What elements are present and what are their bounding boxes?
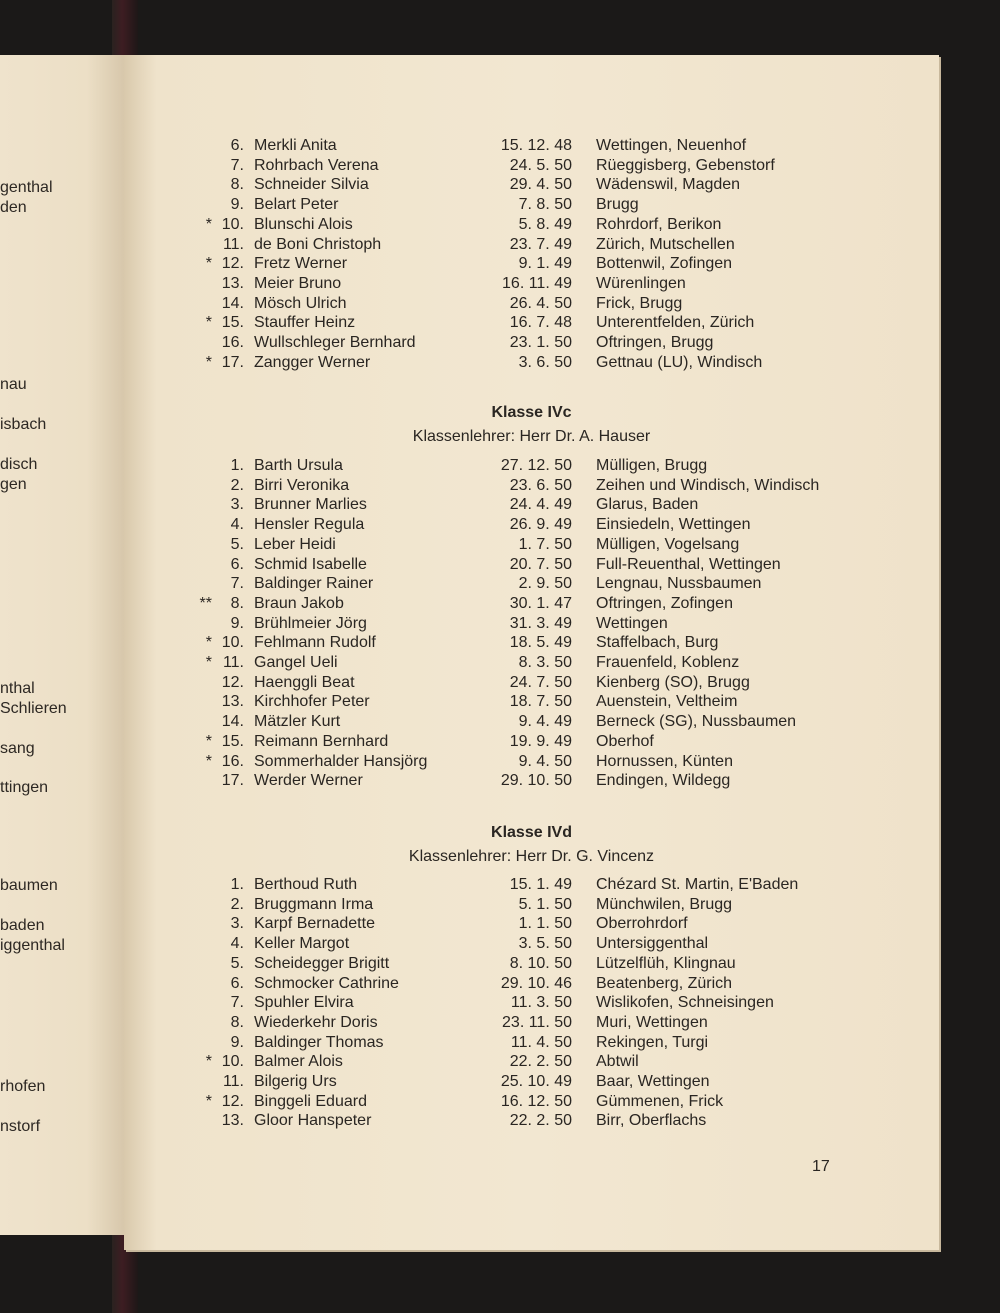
left-page [0, 55, 124, 1235]
row-mark: * [205, 654, 212, 671]
hometown: Rüeggisberg, Gebenstorf [596, 156, 775, 174]
row-mark: * [205, 255, 212, 273]
student-name: Bilgerig Urs [254, 1073, 337, 1090]
row-mark: * [205, 314, 212, 332]
birth-date: 9. 4. 49 [518, 713, 572, 731]
birth-date: 1. 7. 50 [518, 535, 572, 553]
birth-date: 1. 1. 50 [518, 915, 572, 933]
birth-date: 15. 12. 48 [500, 137, 572, 154]
row-mark: * [205, 353, 212, 371]
student-name: Mätzler Kurt [254, 713, 341, 731]
row-number: 15. [221, 314, 244, 332]
hometown: Muri, Wettingen [596, 1013, 708, 1031]
row-number: 8. [230, 1013, 244, 1031]
student-name: Merkli Anita [254, 137, 337, 154]
row-number: 6. [230, 555, 244, 573]
student-name: Gloor Hanspeter [254, 1112, 372, 1130]
left-page-fragment: nstorf [0, 1118, 41, 1135]
student-name: Balmer Alois [254, 1053, 343, 1071]
row-number: 9. [230, 614, 244, 632]
student-name: Rohrbach Verena [254, 156, 379, 174]
hometown: Full-Reuenthal, Wettingen [596, 555, 781, 573]
student-name: Gangel Ueli [254, 654, 338, 671]
hometown: Oftringen, Zofingen [596, 594, 733, 612]
left-page-fragment: baumen [0, 877, 58, 894]
birth-date: 20. 7. 50 [509, 555, 572, 573]
row-number: 1. [230, 876, 244, 893]
row-number: 10. [221, 215, 244, 233]
birth-date: 26. 9. 49 [509, 516, 572, 534]
hometown: Münchwilen, Brugg [596, 895, 733, 913]
student-name: Belart Peter [254, 196, 339, 214]
hometown: Oberhof [596, 732, 654, 750]
row-mark: * [205, 732, 212, 750]
student-name: Bruggmann Irma [254, 895, 374, 913]
row-mark: ** [199, 594, 212, 612]
student-name: Wullschleger Bernhard [254, 334, 416, 351]
left-page-fragment: nau [0, 376, 27, 393]
birth-date: 23. 1. 50 [509, 334, 572, 351]
row-number: 6. [230, 137, 244, 154]
birth-date: 30. 1. 47 [509, 594, 572, 612]
hometown: Kienberg (SO), Brugg [596, 673, 750, 691]
student-name: Scheidegger Brigitt [254, 954, 390, 972]
student-name: Fretz Werner [254, 255, 348, 273]
birth-date: 31. 3. 49 [509, 614, 572, 632]
student-name: Fehlmann Rudolf [254, 634, 376, 652]
class-teacher-ivc: Klassenlehrer: Herr Dr. A. Hauser [412, 428, 651, 445]
birth-date: 18. 5. 49 [509, 634, 572, 652]
hometown: Abtwil [596, 1053, 639, 1071]
hometown: Rekingen, Turgi [596, 1033, 709, 1051]
row-number: 3. [230, 915, 244, 933]
student-name: Haenggli Beat [254, 673, 355, 691]
birth-date: 23. 6. 50 [509, 476, 572, 494]
birth-date: 24. 4. 49 [509, 496, 572, 514]
birth-date: 9. 1. 49 [518, 255, 572, 273]
row-number: 11. [222, 1073, 244, 1090]
hometown: Frauenfeld, Koblenz [596, 654, 740, 671]
row-number: 8. [230, 594, 244, 612]
left-page-fragment: ttingen [0, 779, 49, 796]
birth-date: 9. 4. 50 [518, 752, 572, 770]
student-name: Braun Jakob [254, 594, 344, 612]
left-page-fragment: sang [0, 740, 35, 757]
birth-date: 7. 8. 50 [518, 196, 572, 214]
row-number: 9. [230, 1033, 244, 1051]
left-page-fragment: baden [0, 917, 45, 934]
left-page-fragment: disch [0, 456, 38, 473]
hometown: Unterentfelden, Zürich [596, 314, 755, 332]
hometown: Beatenberg, Zürich [596, 974, 733, 992]
hometown: Mülligen, Brugg [596, 457, 708, 474]
birth-date: 26. 4. 50 [509, 294, 572, 312]
row-number: 7. [230, 156, 244, 174]
left-page-fragment: den [0, 199, 27, 216]
student-name: Stauffer Heinz [254, 314, 356, 332]
student-name: Berthoud Ruth [254, 876, 358, 893]
row-number: 5. [230, 535, 244, 553]
left-page-fragment: rhofen [0, 1078, 46, 1095]
row-number: 16. [221, 334, 244, 351]
birth-date: 16. 7. 48 [509, 314, 572, 332]
hometown: Wettingen, Neuenhof [596, 137, 747, 154]
row-number: 17. [221, 353, 244, 371]
birth-date: 15. 1. 49 [509, 876, 572, 893]
student-name: Keller Margot [254, 935, 350, 953]
hometown: Staffelbach, Burg [596, 634, 719, 652]
row-number: 17. [221, 772, 244, 790]
row-number: 16. [221, 752, 244, 770]
left-page-fragment: genthal [0, 179, 53, 196]
student-name: Hensler Regula [254, 516, 365, 534]
row-number: 10. [221, 1053, 244, 1071]
hometown: Gettnau (LU), Windisch [596, 353, 763, 371]
student-name: de Boni Christoph [254, 235, 382, 253]
hometown: Mülligen, Vogelsang [596, 535, 740, 553]
student-name: Binggeli Eduard [254, 1092, 367, 1110]
hometown: Würenlingen [596, 274, 686, 292]
student-name: Baldinger Thomas [254, 1033, 384, 1051]
left-page-fragment: iggenthal [0, 937, 65, 954]
hometown: Gümmenen, Frick [596, 1092, 724, 1110]
row-number: 13. [221, 1112, 244, 1130]
row-mark: * [205, 215, 212, 233]
birth-date: 22. 2. 50 [509, 1112, 572, 1130]
student-name: Spuhler Elvira [254, 994, 354, 1012]
birth-date: 16. 12. 50 [500, 1092, 572, 1110]
row-mark: * [205, 1092, 212, 1110]
birth-date: 3. 6. 50 [518, 353, 572, 371]
birth-date: 5. 1. 50 [518, 895, 572, 913]
birth-date: 5. 8. 49 [518, 215, 572, 233]
birth-date: 11. 4. 50 [510, 1033, 572, 1051]
birth-date: 23. 7. 49 [509, 235, 572, 253]
birth-date: 29. 10. 50 [500, 772, 572, 790]
student-name: Zangger Werner [254, 353, 371, 371]
student-name: Meier Bruno [254, 274, 342, 292]
student-name: Kirchhofer Peter [254, 693, 370, 711]
student-name: Brunner Marlies [254, 496, 367, 514]
student-name: Baldinger Rainer [254, 575, 374, 593]
left-page-fragment: Schlieren [0, 700, 67, 717]
row-number: 12. [221, 255, 244, 273]
hometown: Frick, Brugg [596, 294, 683, 312]
birth-date: 29. 4. 50 [509, 176, 572, 194]
row-number: 7. [230, 575, 244, 593]
row-number: 6. [230, 974, 244, 992]
student-name: Mösch Ulrich [254, 294, 347, 312]
row-number: 11. [222, 235, 244, 253]
row-number: 15. [221, 732, 244, 750]
hometown: Lützelflüh, Klingnau [596, 954, 736, 972]
birth-date: 29. 10. 46 [500, 974, 572, 992]
birth-date: 24. 5. 50 [509, 156, 572, 174]
student-name: Leber Heidi [254, 535, 336, 553]
row-number: 8. [230, 176, 244, 194]
birth-date: 16. 11. 49 [502, 274, 572, 292]
hometown: Bottenwil, Zofingen [596, 255, 733, 273]
hometown: Wädenswil, Magden [596, 176, 741, 194]
hometown: Wislikofen, Schneisingen [596, 994, 774, 1012]
birth-date: 23. 11. 50 [502, 1013, 572, 1031]
hometown: Zürich, Mutschellen [596, 235, 735, 253]
student-name: Reimann Bernhard [254, 732, 389, 750]
birth-date: 2. 9. 50 [518, 575, 572, 593]
row-number: 9. [230, 196, 244, 214]
hometown: Hornussen, Künten [596, 752, 733, 770]
hometown: Rohrdorf, Berikon [596, 215, 722, 233]
hometown: Brugg [596, 196, 639, 214]
hometown: Chézard St. Martin, E'Baden [596, 876, 799, 893]
student-name: Werder Werner [254, 772, 363, 790]
row-number: 12. [221, 673, 244, 691]
left-page-fragment: nthal [0, 680, 35, 697]
row-mark: * [205, 752, 212, 770]
student-name: Brühlmeier Jörg [254, 614, 367, 632]
row-number: 4. [230, 516, 244, 534]
row-number: 10. [221, 634, 244, 652]
row-number: 1. [230, 457, 244, 474]
hometown: Berneck (SG), Nussbaumen [596, 713, 797, 731]
student-name: Schmid Isabelle [254, 555, 367, 573]
birth-date: 8. 10. 50 [509, 954, 572, 972]
hometown: Glarus, Baden [596, 496, 699, 514]
birth-date: 25. 10. 49 [500, 1073, 572, 1090]
birth-date: 8. 3. 50 [518, 654, 572, 671]
student-name: Sommerhalder Hansjörg [254, 752, 428, 770]
row-number: 2. [230, 895, 244, 913]
birth-date: 11. 3. 50 [510, 994, 572, 1012]
hometown: Untersiggenthal [596, 935, 709, 953]
birth-date: 24. 7. 50 [509, 673, 572, 691]
row-number: 3. [230, 496, 244, 514]
class-heading-ivc: Klasse IVc [491, 404, 572, 421]
student-name: Schneider Silvia [254, 176, 369, 194]
page-number: 17 [812, 1158, 830, 1175]
student-name: Schmocker Cathrine [254, 974, 399, 992]
row-number: 12. [221, 1092, 244, 1110]
hometown: Zeihen und Windisch, Windisch [596, 476, 820, 494]
row-number: 7. [230, 994, 244, 1012]
row-number: 4. [230, 935, 244, 953]
hometown: Auenstein, Veltheim [596, 693, 738, 711]
hometown: Oberrohrdorf [596, 915, 688, 933]
hometown: Lengnau, Nussbaumen [596, 575, 762, 593]
hometown: Oftringen, Brugg [596, 334, 714, 351]
student-name: Karpf Bernadette [254, 915, 375, 933]
row-number: 14. [221, 713, 244, 731]
student-name: Birri Veronika [254, 476, 350, 494]
hometown: Wettingen [596, 614, 668, 632]
row-mark: * [205, 634, 212, 652]
row-mark: * [205, 1053, 212, 1071]
hometown: Birr, Oberflachs [596, 1112, 707, 1130]
hometown: Endingen, Wildegg [596, 772, 731, 790]
hometown: Baar, Wettingen [596, 1073, 710, 1090]
row-number: 13. [221, 693, 244, 711]
class-heading-ivd: Klasse IVd [491, 824, 572, 841]
row-number: 11. [222, 654, 244, 671]
student-name: Barth Ursula [254, 457, 343, 474]
row-number: 14. [221, 294, 244, 312]
class-teacher-ivd: Klassenlehrer: Herr Dr. G. Vincenz [408, 848, 655, 865]
row-number: 5. [230, 954, 244, 972]
row-number: 2. [230, 476, 244, 494]
left-page-fragment: gen [0, 476, 27, 493]
birth-date: 19. 9. 49 [509, 732, 572, 750]
birth-date: 18. 7. 50 [509, 693, 572, 711]
left-page-fragment: isbach [0, 416, 47, 433]
row-number: 13. [221, 274, 244, 292]
birth-date: 3. 5. 50 [518, 935, 572, 953]
hometown: Einsiedeln, Wettingen [596, 516, 751, 534]
birth-date: 22. 2. 50 [509, 1053, 572, 1071]
birth-date: 27. 12. 50 [500, 457, 572, 474]
student-name: Blunschi Alois [254, 215, 353, 233]
student-name: Wiederkehr Doris [254, 1013, 378, 1031]
